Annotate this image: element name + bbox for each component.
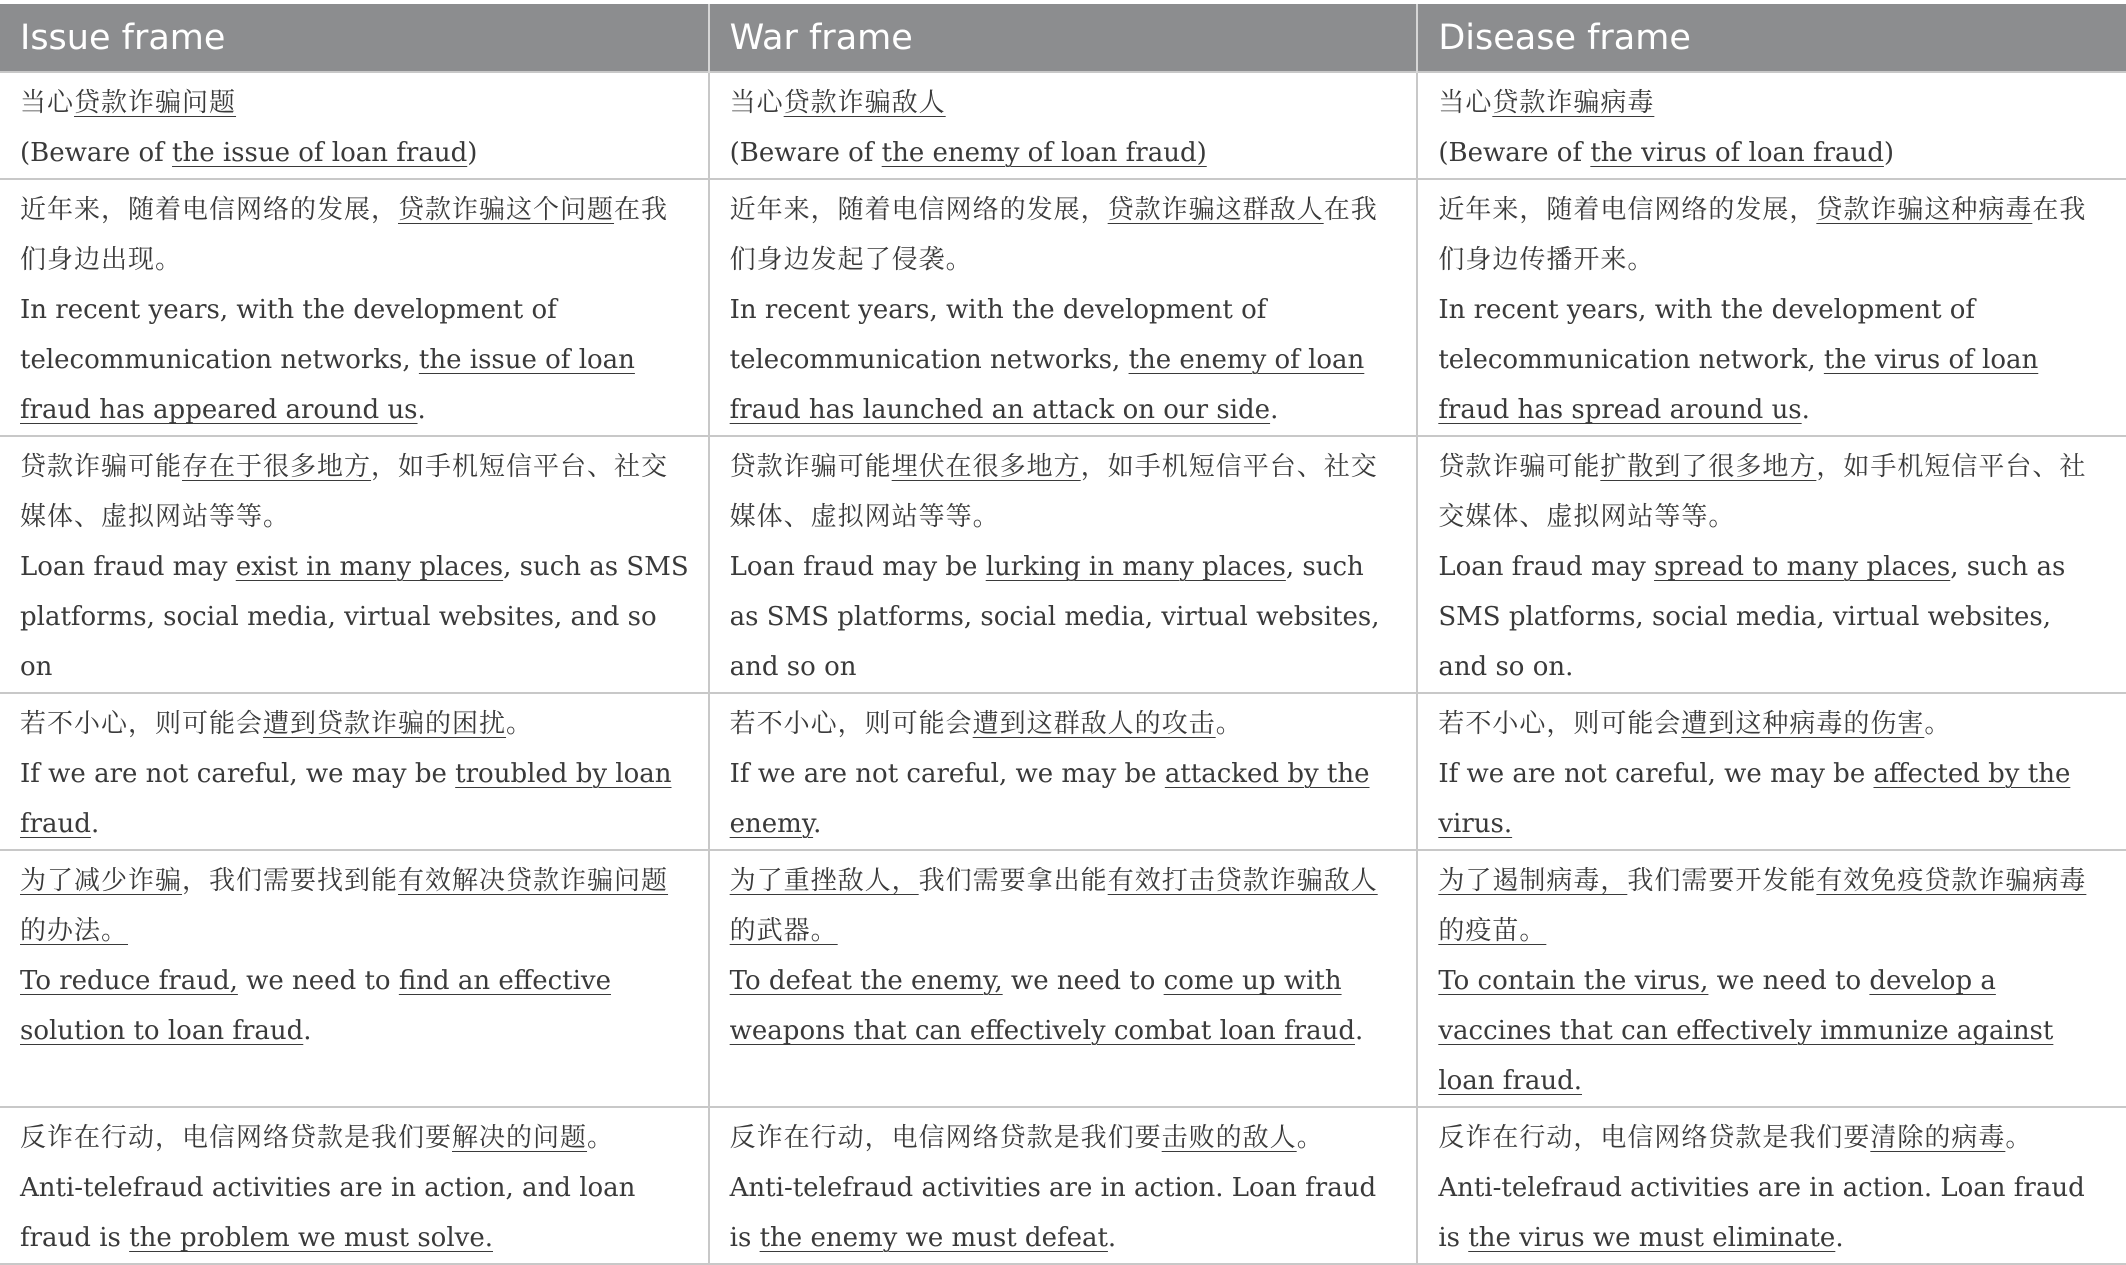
english-translation bbox=[1438, 956, 2108, 1106]
english-translation bbox=[730, 285, 1399, 435]
text-segment: 当心 bbox=[1438, 88, 1493, 118]
text-segment: 。 bbox=[2005, 1123, 2033, 1153]
issue-frame-cell bbox=[0, 72, 709, 179]
text-segment: . bbox=[1270, 395, 1279, 425]
chinese-text bbox=[20, 78, 690, 128]
underlined-phrase: the virus of loan fraud has spread around us bbox=[1438, 345, 2039, 425]
text-segment: ，我们需要找到能 bbox=[182, 866, 399, 896]
war-frame-cell bbox=[709, 1107, 1418, 1264]
underlined-phrase: 清除的病毒 bbox=[1870, 1123, 2006, 1153]
english-translation bbox=[730, 128, 1399, 178]
underlined-phrase: To defeat the enemy, bbox=[729, 966, 1003, 996]
english-translation bbox=[1438, 749, 2108, 849]
chinese-text bbox=[1438, 1113, 2108, 1163]
underlined-phrase: 贷款诈骗这种病毒 bbox=[1816, 195, 2033, 225]
text-segment: we need to bbox=[237, 966, 399, 996]
table-row bbox=[0, 179, 2126, 436]
disease-frame-cell bbox=[1417, 179, 2126, 436]
text-segment: If we are not careful, we may be bbox=[20, 759, 456, 789]
chinese-text bbox=[1438, 185, 2108, 285]
underlined-phrase: exist in many places bbox=[235, 552, 504, 582]
underlined-phrase: 为了重挫敌人， bbox=[729, 866, 919, 896]
text-segment: , such as SMS platforms, social media, virtual websites, and so on. bbox=[1438, 552, 2066, 682]
text-segment: 当心 bbox=[20, 88, 75, 118]
underlined-phrase: come up with weapons that can effectively combat loan fraud bbox=[729, 966, 1355, 1046]
english-translation bbox=[20, 542, 690, 692]
text-segment: Loan fraud may be bbox=[729, 552, 986, 582]
text-segment: If we are not careful, we may be bbox=[729, 759, 1165, 789]
chinese-text bbox=[1438, 78, 2108, 128]
chinese-text bbox=[20, 856, 690, 956]
text-segment: we need to bbox=[1708, 966, 1870, 996]
chinese-text bbox=[730, 442, 1399, 542]
chinese-text bbox=[730, 1113, 1399, 1163]
underlined-phrase: 有效免疫贷款诈骗病毒的疫苗。 bbox=[1438, 866, 2087, 946]
underlined-phrase: lurking in many places bbox=[985, 552, 1286, 582]
disease-frame-cell bbox=[1417, 850, 2126, 1107]
war-frame-cell bbox=[709, 850, 1418, 1107]
underlined-phrase: affected by the virus. bbox=[1438, 759, 2071, 839]
english-translation bbox=[1438, 285, 2108, 435]
chinese-text bbox=[730, 699, 1399, 749]
chinese-text bbox=[1438, 699, 2108, 749]
frame-comparison-table bbox=[0, 4, 2126, 1265]
table-row bbox=[0, 436, 2126, 693]
text-segment: (Beware of bbox=[729, 138, 882, 168]
table-row bbox=[0, 72, 2126, 179]
text-segment: ，如手机短信平台、社交媒体、虚拟网站等等。 bbox=[20, 452, 669, 532]
text-segment: . bbox=[1107, 1223, 1117, 1253]
text-segment: Anti-telefraud activities are in action. Loan fraud is bbox=[1438, 1173, 2085, 1253]
table-row bbox=[0, 1107, 2126, 1264]
text-segment: 若不小心，则可能会 bbox=[1438, 709, 1682, 739]
text-segment: 若不小心，则可能会 bbox=[729, 709, 973, 739]
underlined-phrase: 为了遏制病毒， bbox=[1438, 866, 1628, 896]
text-segment: 若不小心，则可能会 bbox=[20, 709, 264, 739]
table-body bbox=[0, 72, 2126, 1264]
underlined-phrase: the enemy we must defeat bbox=[759, 1223, 1108, 1253]
disease-frame-cell bbox=[1417, 1107, 2126, 1264]
english-translation bbox=[20, 956, 690, 1056]
chinese-text bbox=[20, 1113, 690, 1163]
underlined-phrase: the enemy of loan fraud) bbox=[881, 138, 1207, 168]
war-frame-cell bbox=[709, 179, 1418, 436]
english-translation bbox=[1438, 542, 2108, 692]
underlined-phrase: the issue of loan fraud has appeared around us bbox=[20, 345, 635, 425]
underlined-phrase: 遭到这种病毒的伤害 bbox=[1681, 709, 1925, 739]
underlined-phrase: troubled by loan fraud bbox=[20, 759, 672, 839]
underlined-phrase: 有效解决贷款诈骗问题的办法。 bbox=[20, 866, 669, 946]
underlined-phrase: the problem we must solve. bbox=[129, 1223, 493, 1253]
war-frame-cell bbox=[709, 436, 1418, 693]
text-segment: 贷款诈骗可能 bbox=[20, 452, 183, 482]
text-segment: ) bbox=[1883, 138, 1895, 168]
text-segment: 在我们身边发起了侵袭。 bbox=[729, 195, 1378, 275]
underlined-phrase: 有效打击贷款诈骗敌人的武器。 bbox=[729, 866, 1378, 946]
text-segment: 反诈在行动，电信网络贷款是我们要 bbox=[20, 1123, 453, 1153]
text-segment: , such as SMS platforms, social media, virtual websites, and so on bbox=[729, 552, 1380, 682]
text-segment: . bbox=[1355, 1016, 1364, 1046]
text-segment: 在我们身边出现。 bbox=[20, 195, 669, 275]
underlined-phrase: 贷款诈骗病毒 bbox=[1492, 88, 1655, 118]
text-segment: 近年来，随着电信网络的发展， bbox=[20, 195, 399, 225]
text-segment: . bbox=[90, 809, 100, 839]
chinese-text bbox=[1438, 442, 2108, 542]
header-war-frame: War frame bbox=[709, 4, 1418, 72]
underlined-phrase: develop a vaccines that can effectively immunize against loan fraud. bbox=[1438, 966, 2054, 1096]
war-frame-cell bbox=[709, 72, 1418, 179]
text-segment: Loan fraud may bbox=[20, 552, 236, 582]
disease-frame-cell bbox=[1417, 436, 2126, 693]
underlined-phrase: 贷款诈骗敌人 bbox=[783, 88, 946, 118]
english-translation bbox=[20, 128, 690, 178]
chinese-text bbox=[730, 856, 1399, 956]
disease-frame-cell bbox=[1417, 693, 2126, 850]
text-segment: 贷款诈骗可能 bbox=[1438, 452, 1601, 482]
underlined-phrase: spread to many places bbox=[1654, 552, 1951, 582]
english-translation bbox=[730, 749, 1399, 849]
underlined-phrase: 遭到这群敌人的攻击 bbox=[972, 709, 1216, 739]
underlined-phrase: attacked by the enemy bbox=[729, 759, 1370, 839]
english-translation bbox=[20, 749, 690, 849]
text-segment: 在我们身边传播开来。 bbox=[1438, 195, 2087, 275]
chinese-text bbox=[730, 185, 1399, 285]
underlined-phrase: To reduce fraud, bbox=[20, 966, 238, 996]
underlined-phrase: find an effective solution to loan fraud bbox=[20, 966, 611, 1046]
underlined-phrase: 遭到贷款诈骗的困扰 bbox=[263, 709, 507, 739]
text-segment: . bbox=[1801, 395, 1810, 425]
text-segment: In recent years, with the development of telecommunication networks, bbox=[729, 295, 1267, 375]
text-segment: (Beware of bbox=[1438, 138, 1591, 168]
underlined-phrase: 为了减少诈骗 bbox=[20, 866, 183, 896]
underlined-phrase: 贷款诈骗问题 bbox=[74, 88, 237, 118]
table-row bbox=[0, 693, 2126, 850]
underlined-phrase: the virus we must eliminate bbox=[1468, 1223, 1836, 1253]
english-translation bbox=[730, 542, 1399, 692]
english-translation bbox=[20, 1163, 690, 1263]
text-segment: If we are not careful, we may be bbox=[1438, 759, 1874, 789]
underlined-phrase: 解决的问题 bbox=[452, 1123, 588, 1153]
issue-frame-cell bbox=[0, 1107, 709, 1264]
text-segment: 我们需要开发能 bbox=[1627, 866, 1817, 896]
chinese-text bbox=[20, 699, 690, 749]
text-segment: . bbox=[813, 809, 822, 839]
underlined-phrase: 存在于很多地方 bbox=[182, 452, 372, 482]
text-segment: Loan fraud may bbox=[1438, 552, 1655, 582]
chinese-text bbox=[20, 442, 690, 542]
english-translation bbox=[730, 1163, 1399, 1263]
header-row bbox=[0, 4, 2126, 72]
text-segment: , such as SMS platforms, social media, virtual websites, and so on bbox=[20, 552, 689, 682]
text-segment: 反诈在行动，电信网络贷款是我们要 bbox=[729, 1123, 1162, 1153]
underlined-phrase: 贷款诈骗这个问题 bbox=[398, 195, 615, 225]
header-issue-frame: Issue frame bbox=[0, 4, 709, 72]
text-segment: 近年来，随着电信网络的发展， bbox=[1438, 195, 1817, 225]
issue-frame-cell bbox=[0, 850, 709, 1107]
text-segment: 贷款诈骗可能 bbox=[729, 452, 892, 482]
underlined-phrase: 扩散到了很多地方 bbox=[1600, 452, 1817, 482]
issue-frame-cell bbox=[0, 693, 709, 850]
text-segment: 当心 bbox=[729, 88, 784, 118]
chinese-text bbox=[20, 185, 690, 285]
text-segment: . bbox=[417, 395, 426, 425]
underlined-phrase: 埋伏在很多地方 bbox=[891, 452, 1081, 482]
text-segment: 我们需要拿出能 bbox=[918, 866, 1108, 896]
table-row bbox=[0, 850, 2126, 1107]
underlined-phrase: 贷款诈骗这群敌人 bbox=[1107, 195, 1324, 225]
english-translation bbox=[730, 956, 1399, 1056]
text-segment: In recent years, with the development of telecommunication networks, bbox=[20, 295, 557, 375]
text-segment: ，如手机短信平台、社交媒体、虚拟网站等等。 bbox=[729, 452, 1378, 532]
text-segment: 反诈在行动，电信网络贷款是我们要 bbox=[1438, 1123, 1871, 1153]
text-segment: 。 bbox=[1924, 709, 1952, 739]
text-segment: we need to bbox=[1002, 966, 1164, 996]
text-segment: 近年来，随着电信网络的发展， bbox=[729, 195, 1108, 225]
underlined-phrase: the enemy of loan fraud has launched an attack on our side bbox=[729, 345, 1365, 425]
text-segment: Anti-telefraud activities are in action. Loan fraud is bbox=[729, 1173, 1377, 1253]
text-segment: Anti-telefraud activities are in action, and loan fraud is bbox=[20, 1173, 636, 1253]
text-segment: 。 bbox=[587, 1123, 615, 1153]
chinese-text bbox=[730, 78, 1399, 128]
war-frame-cell bbox=[709, 693, 1418, 850]
text-segment: ) bbox=[467, 138, 478, 168]
english-translation bbox=[1438, 128, 2108, 178]
text-segment: 。 bbox=[506, 709, 534, 739]
text-segment: . bbox=[303, 1016, 312, 1046]
text-segment: . bbox=[1835, 1223, 1844, 1253]
header-disease-frame: Disease frame bbox=[1417, 4, 2126, 72]
disease-frame-cell bbox=[1417, 72, 2126, 179]
underlined-phrase: the issue of loan fraud bbox=[172, 138, 468, 168]
text-segment: (Beware of bbox=[20, 138, 173, 168]
text-segment: 。 bbox=[1215, 709, 1243, 739]
text-segment: ，如手机短信平台、社交媒体、虚拟网站等等。 bbox=[1438, 452, 2087, 532]
underlined-phrase: 击败的敌人 bbox=[1161, 1123, 1297, 1153]
text-segment: 。 bbox=[1296, 1123, 1324, 1153]
underlined-phrase: the virus of loan fraud bbox=[1590, 138, 1884, 168]
text-segment: In recent years, with the development of telecommunication network, bbox=[1438, 295, 1976, 375]
english-translation bbox=[20, 285, 690, 435]
issue-frame-cell bbox=[0, 436, 709, 693]
issue-frame-cell bbox=[0, 179, 709, 436]
english-translation bbox=[1438, 1163, 2108, 1263]
chinese-text bbox=[1438, 856, 2108, 956]
underlined-phrase: To contain the virus, bbox=[1438, 966, 1709, 996]
table-header bbox=[0, 4, 2126, 72]
